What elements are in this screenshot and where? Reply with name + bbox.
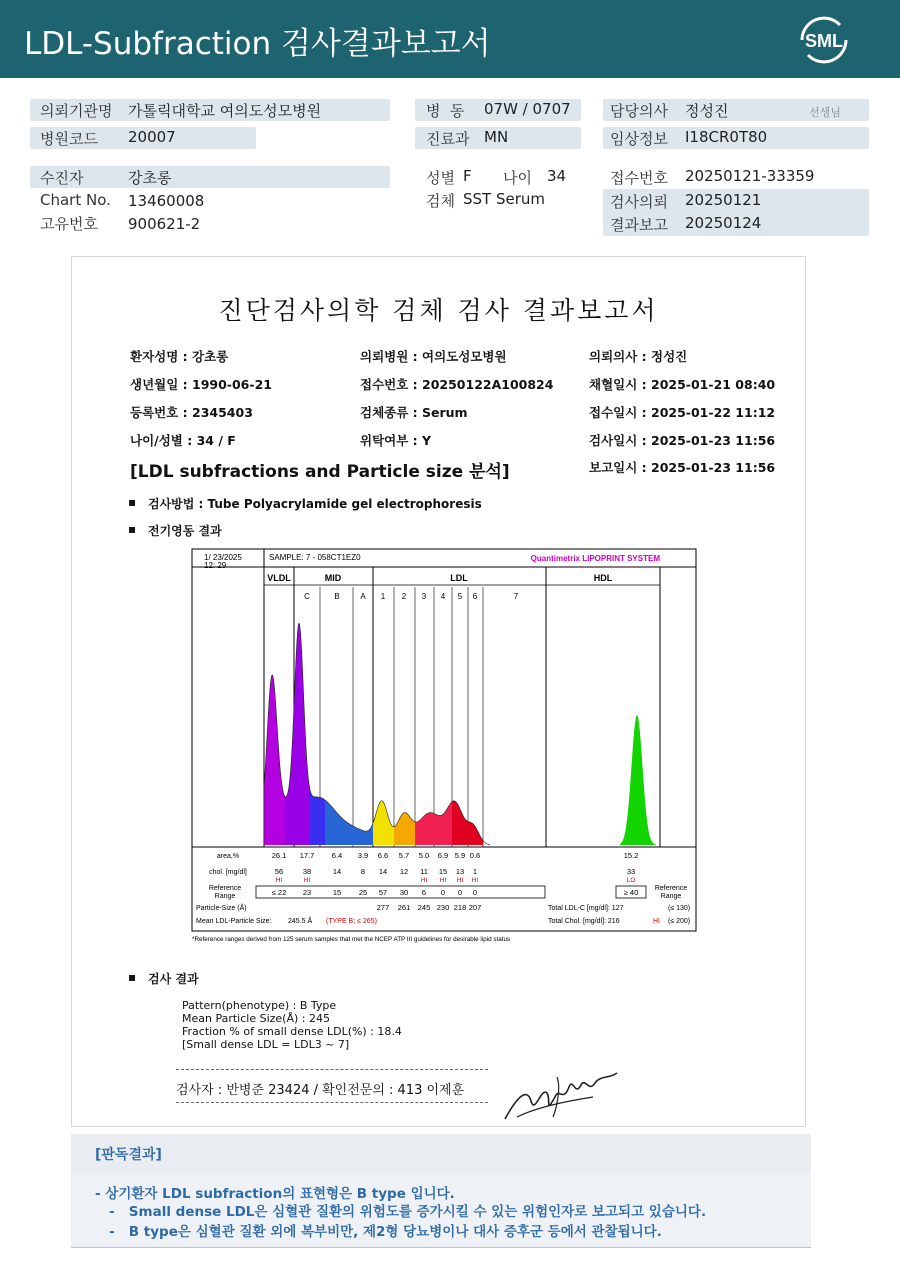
band-label-4: 4 <box>440 592 446 601</box>
band-label-6: 6 <box>472 592 478 601</box>
chol-flag-8: HI <box>456 877 464 884</box>
clinical-value: I18CR0T80 <box>685 128 768 146</box>
field-birth: 생년월일 : 1990-06-21 <box>130 377 272 392</box>
field-received: 접수일시 : 2025-01-22 11:12 <box>589 405 776 420</box>
chart-sample: SAMPLE: 7 - 058CT1EZ0 <box>269 553 361 562</box>
method-text: 검사방법 : Tube Polyacrylamide gel electrophoresis <box>148 497 482 511</box>
band-label-C: C <box>304 592 310 601</box>
chol-value-6: 11 <box>420 867 428 876</box>
chol-flag-6: HI <box>420 877 428 884</box>
doctor-label: 담당의사 <box>610 102 668 120</box>
chol-value-hdl: 33 <box>626 867 636 876</box>
dept-label: 진료과 <box>426 130 470 148</box>
interpretation-line-3: - B type은 심혈관 질환 외에 복부비만, 제2형 당뇨병이나 대사 증후군 등에서 관찰됩니다. <box>95 1224 662 1240</box>
uid-label: 고유번호 <box>40 215 98 233</box>
field-reported: 보고일시 : 2025-01-23 11:56 <box>589 460 776 475</box>
field-receipt: 접수번호 : 20250122A100824 <box>360 377 554 392</box>
ref-value-6: 6 <box>421 888 427 897</box>
chol-flag-7: HI <box>439 877 447 884</box>
area-value-7: 6.9 <box>437 851 449 860</box>
request-label: 검사의뢰 <box>610 193 668 211</box>
field-consign: 위탁여부 : Y <box>360 433 432 448</box>
hospital-code-value: 20007 <box>128 128 176 146</box>
bullet-result: ▪ <box>128 970 137 984</box>
result-definition: [Small dense LDL = LDL3 ~ 7] <box>182 1038 350 1051</box>
ref-value-5: 30 <box>399 888 409 897</box>
band-label-A: A <box>360 592 366 601</box>
ward-value: 07W / 0707 <box>484 100 571 118</box>
doctor-suffix: 선생님 <box>809 106 841 119</box>
age-label: 나이 <box>503 169 532 187</box>
area-value-hdl: 15.2 <box>623 851 639 860</box>
row-label-area: area,% <box>216 853 240 860</box>
request-value: 20250121 <box>685 191 762 209</box>
chol-value-8: 13 <box>455 867 465 876</box>
chart-date: 1/ 23/2025 <box>204 553 242 562</box>
interpretation-line-1: - 상기환자 LDL subfraction의 표현형은 B type 입니다. <box>95 1186 455 1202</box>
field-hospital: 의뢰병원 : 여의도성모병원 <box>360 349 507 364</box>
uid-value: 900621-2 <box>128 215 201 233</box>
sml-logo <box>796 12 852 68</box>
field-reg: 등록번호 : 2345403 <box>130 405 253 420</box>
ward-label: 병 동 <box>426 102 465 120</box>
area-value-2: 6.4 <box>331 851 343 860</box>
band-label-7: 7 <box>513 592 519 601</box>
specimen-label: 검체 <box>426 192 455 210</box>
bullet-method: ▪ <box>128 495 137 509</box>
patient-value: 강초롱 <box>128 169 172 187</box>
bullet-electro: ▪ <box>128 522 137 536</box>
band-label-3: 3 <box>421 592 427 601</box>
chart-no-value: 13460008 <box>128 192 205 210</box>
patient-label: 수진자 <box>40 169 84 187</box>
area-value-5: 5.7 <box>398 851 410 860</box>
report-date-value: 20250124 <box>685 214 762 232</box>
interpretation-body <box>71 1172 811 1248</box>
zone-label-hdl: HDL <box>593 573 613 583</box>
chol-value-2: 14 <box>332 867 342 876</box>
interpretation-heading: [판독결과] <box>95 1147 162 1163</box>
chol-flag-1: HI <box>303 877 311 884</box>
ref-label-left-2: Range <box>214 893 236 900</box>
area-value-3: 3.9 <box>357 851 369 860</box>
chol-value-0: 56 <box>274 867 284 876</box>
field-patient: 환자성명 : 강초롱 <box>130 349 229 364</box>
row-label-size: Particle-Size (Å) <box>196 905 247 912</box>
clinical-label: 임상정보 <box>610 130 668 148</box>
band-label-2: 2 <box>401 592 407 601</box>
receipt-value: 20250121-33359 <box>685 167 815 185</box>
lipoprint-chart <box>190 547 698 943</box>
zone-label-vldl: VLDL <box>267 573 291 583</box>
dept-value: MN <box>484 128 509 146</box>
chol-value-9: 1 <box>472 867 478 876</box>
result-pattern: Pattern(phenotype) : B Type <box>182 999 337 1012</box>
area-value-9: 0.6 <box>469 851 481 860</box>
ref-value-7: 0 <box>440 888 446 897</box>
ref-value-hdl: ≥ 40 <box>623 888 639 897</box>
ref-value-2: 15 <box>332 888 342 897</box>
band-label-1: 1 <box>380 592 386 601</box>
result-size: Mean Particle Size(Å) : 245 <box>182 1012 330 1025</box>
patient-row <box>30 166 390 188</box>
size-value-2: 245 <box>417 903 431 912</box>
field-tested: 검사일시 : 2025-01-23 11:56 <box>589 433 776 448</box>
mean-size-value: 245.5 Å <box>288 918 313 925</box>
chart-no-label: Chart No. <box>40 191 111 209</box>
sign-divider-top <box>176 1069 488 1070</box>
total-chol-flag: HI <box>653 918 660 925</box>
institution-value: 가톨릭대학교 여의도성모병원 <box>128 102 322 120</box>
ref-value-4: 57 <box>378 888 388 897</box>
receipt-label: 접수번호 <box>610 169 668 187</box>
size-value-3: 230 <box>436 903 450 912</box>
signature-line: 검사자 : 반병준 23424 / 확인전문의 : 413 이제훈 <box>176 1083 465 1098</box>
ref-value-1: 23 <box>302 888 312 897</box>
sex-label: 성별 <box>426 169 455 187</box>
area-value-1: 17.7 <box>299 851 315 860</box>
total-ldl-ref: (≤ 130) <box>668 905 691 912</box>
chart-brand: Quantimetrix LIPOPRINT SYSTEM <box>530 554 660 563</box>
field-collect: 채혈일시 : 2025-01-21 08:40 <box>589 377 776 392</box>
doctor-value: 정성진 <box>685 102 729 120</box>
zone-label-mid: MID <box>324 573 342 583</box>
chol-value-1: 38 <box>302 867 312 876</box>
institution-label: 의뢰기관명 <box>40 102 113 120</box>
chart-time: 12: 29 <box>204 561 227 570</box>
ref-value-8: 0 <box>457 888 463 897</box>
field-age-sex: 나이/성별 : 34 / F <box>130 433 236 448</box>
size-value-4: 218 <box>453 903 467 912</box>
area-value-4: 6.6 <box>377 851 389 860</box>
report-date-label: 결과보고 <box>610 216 668 234</box>
interpretation-line-2: - Small dense LDL은 심혈관 질환의 위험도를 증가시킬 수 있는 위험인자로 보고되고 있습니다. <box>95 1204 707 1220</box>
ref-label-left-1: Reference <box>208 885 242 892</box>
area-value-6: 5.0 <box>418 851 430 860</box>
total-chol: Total Chol. [mg/dl]: 216 <box>548 918 620 925</box>
band-label-5: 5 <box>457 592 463 601</box>
chol-value-7: 15 <box>438 867 448 876</box>
ref-value-9: 0 <box>472 888 478 897</box>
field-specimen: 검체종류 : Serum <box>360 405 468 420</box>
band-label-B: B <box>334 592 340 601</box>
size-value-1: 261 <box>397 903 411 912</box>
page-header <box>0 0 900 78</box>
result-text: 검사 결과 <box>148 972 199 986</box>
row-label-chol: chol. [mg/dl] <box>209 869 247 876</box>
mean-size-flag: (TYPE B; ≤ 265) <box>326 918 377 925</box>
interpretation-header <box>71 1134 811 1172</box>
row-label-mean: Mean LDL-Particle Size: <box>196 918 272 925</box>
zone-label-ldl: LDL <box>450 573 468 583</box>
section-title: [LDL subfractions and Particle size 분석] <box>130 462 510 482</box>
ref-value-0: ≤ 22 <box>271 888 287 897</box>
ref-label-right-2: Range <box>660 893 682 900</box>
hospital-code-label: 병원코드 <box>40 130 98 148</box>
page-title: LDL-Subfraction 검사결과보고서 <box>24 26 491 62</box>
area-value-8: 5.9 <box>454 851 466 860</box>
chol-value-3: 8 <box>360 867 366 876</box>
sex-value: F <box>463 167 472 185</box>
area-value-0: 26.1 <box>271 851 287 860</box>
ref-value-3: 25 <box>358 888 368 897</box>
specimen-value: SST Serum <box>463 190 546 208</box>
chol-flag-9: HI <box>471 877 479 884</box>
size-value-0: 277 <box>376 903 390 912</box>
logo-text: SML <box>805 31 843 51</box>
electro-text: 전기영동 결과 <box>148 524 222 538</box>
footnote-1: *Reference ranges derived from 125 serum samples that met the NCEP ATP III guidelines for desirable lipid status <box>192 936 511 943</box>
result-fraction: Fraction % of small dense LDL(%) : 18.4 <box>182 1025 402 1038</box>
age-value: 34 <box>547 167 567 185</box>
total-ldl-c: Total LDL-C [mg/dl]: 127 <box>548 905 624 912</box>
chol-flag-hdl: LO <box>626 877 636 884</box>
field-doctor: 의뢰의사 : 정성진 <box>589 349 688 364</box>
chol-value-5: 12 <box>399 867 409 876</box>
ref-label-right-1: Reference <box>654 885 688 892</box>
chol-value-4: 14 <box>378 867 388 876</box>
signature-scribble <box>497 1057 627 1127</box>
size-value-5: 207 <box>468 903 482 912</box>
sign-divider-bottom <box>176 1102 488 1103</box>
chol-flag-0: HI <box>275 877 283 884</box>
total-chol-ref: (≤ 200) <box>668 918 691 925</box>
report-title: 진단검사의학 검체 검사 결과보고서 <box>218 296 659 325</box>
